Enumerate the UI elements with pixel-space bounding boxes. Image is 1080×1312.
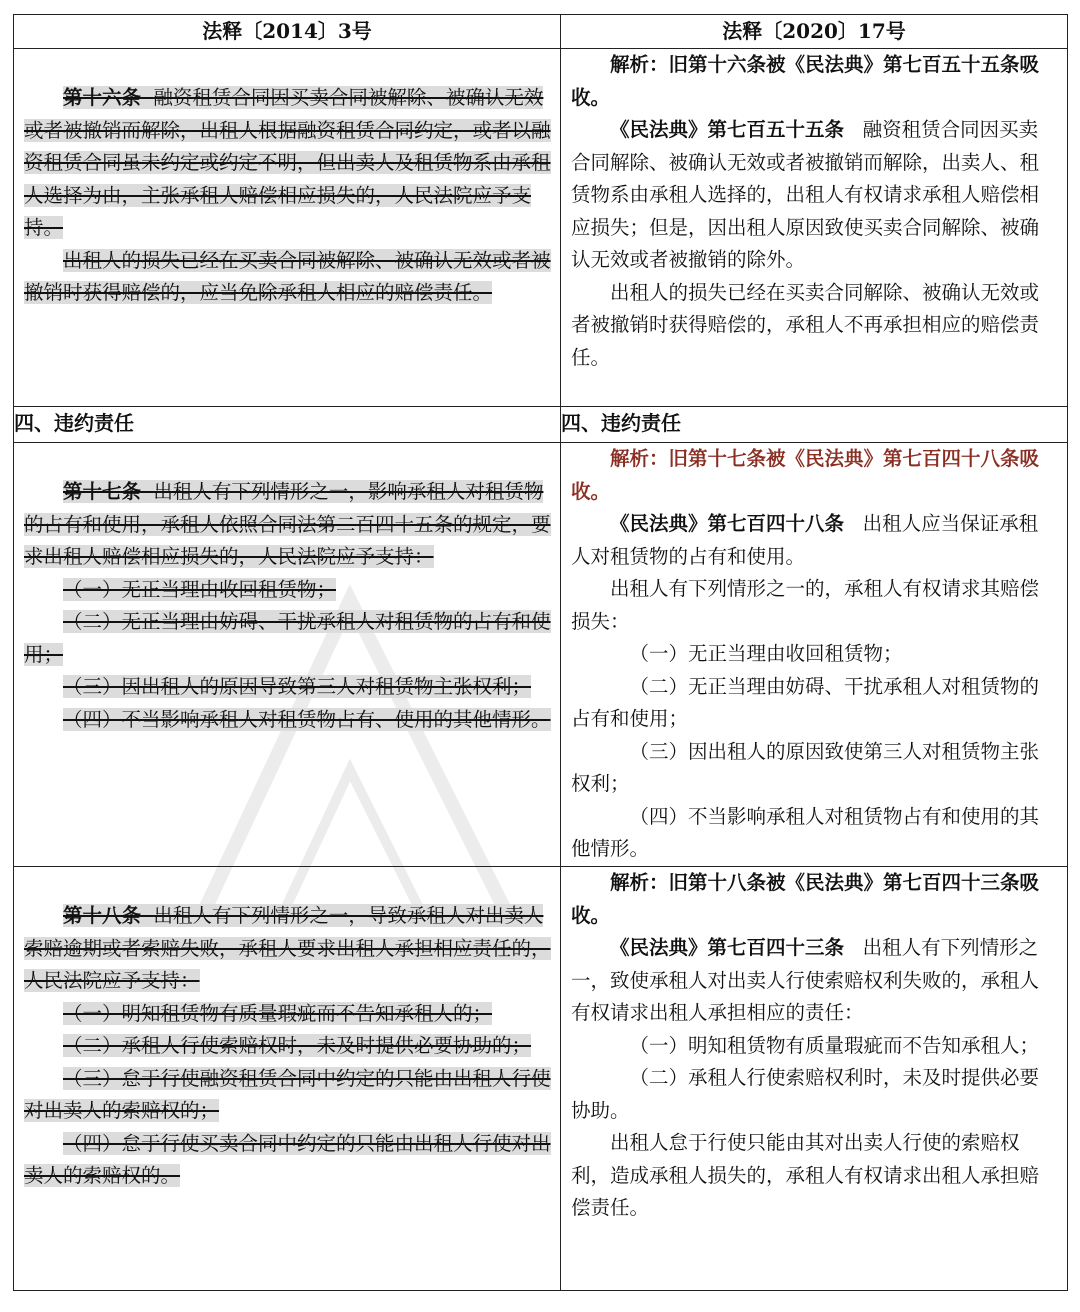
civil-code-748-item4: （四）不当影响承租人对租赁物占有和使用的其他情形。 [571,804,1040,860]
old-article-18-p1: 第十八条 出租人有下列情形之一，导致承租人对出卖人索赔逾期或者索赔失败，承租人要求出租人承担相应责任的，人民法院应予支持： [24,904,551,992]
civil-code-743-p2: 出租人怠于行使只能由其对出卖人行使的索赔权利，造成承租人损失的，承租人有权请求出租人承担赔偿责任。 [571,1131,1040,1219]
analysis-17: 解析：旧第十七条被《民法典》第七百四十八条吸收。 [571,447,1040,503]
new-article-18-cell [561,867,1068,1291]
row-article-17 [14,443,1068,867]
new-article-16-cell [561,49,1068,407]
analysis-16: 解析：旧第十六条被《民法典》第七百五十五条吸收。 [571,53,1040,109]
civil-code-748-item2: （二）无正当理由妨碍、干扰承租人对租赁物的占有和使用； [571,674,1040,730]
section-left: 四、违约责任 [14,407,561,443]
old-article-17-item2: （二）无正当理由妨碍、干扰承租人对租赁物的占有和使用； [24,610,551,666]
civil-code-743-item1: （一）明知租赁物有质量瑕疵而不告知承租人； [629,1033,1040,1057]
row-article-16 [14,49,1068,407]
header-right: 法释〔2020〕17号 [561,15,1068,49]
old-article-17-cell [14,443,561,867]
old-article-18-item4: （四）怠于行使买卖合同中约定的只能由出租人行使对出卖人的索赔权的。 [24,1131,551,1187]
old-article-17-p1: 第十七条 出租人有下列情形之一，影响承租人对租赁物的占有和使用，承租人依照合同法第二百四十五条的规定，要求出租人赔偿相应损失的，人民法院应予支持： [24,480,551,568]
old-article-17-item3: （三）因出租人的原因导致第三人对租赁物主张权利； [63,675,532,698]
old-article-16-p2: 出租人的损失已经在买卖合同被解除、被确认无效或者被撤销时获得赔偿的，应当免除承租人相应的赔偿责任。 [24,248,551,304]
row-article-18 [14,867,1068,1291]
civil-code-743-item2: （二）承租人行使索赔权利时，未及时提供必要协助。 [571,1066,1040,1122]
header-row [14,15,1068,49]
civil-code-755-p2: 出租人的损失已经在买卖合同解除、被确认无效或者被撤销时获得赔偿的，承租人不再承担相应的赔偿责任。 [571,280,1040,369]
civil-code-748-p2: 出租人有下列情形之一的，承租人有权请求其赔偿损失： [571,577,1040,633]
analysis-18: 解析：旧第十八条被《民法典》第七百四十三条吸收。 [571,871,1040,927]
new-article-17-cell [561,443,1068,867]
old-article-16-p1: 第十六条 融资租赁合同因买卖合同被解除、被确认无效或者被撤销而解除，出租人根据融资租赁合同约定，或者以融资租赁合同虽未约定或约定不明，但出卖人及租赁物系由承租人选择为由，主张承租人赔偿相应损失的，人民法院应予支持。 [24,86,551,239]
civil-code-748-item1: （一）无正当理由收回租赁物； [629,642,903,665]
civil-code-755-p1: 《民法典》第七百五十五条 融资租赁合同因买卖合同解除、被确认无效或者被撤销而解除，出卖人、租赁物系由承租人选择的，出租人有权请求承租人赔偿相应损失；但是，因出租人原因致使买卖合同解除、被确认无效或者被撤销的除外。 [571,118,1040,271]
header-left: 法释〔2014〕3号 [14,15,561,49]
section-row [14,407,1068,443]
section-right: 四、违约责任 [561,407,1068,443]
old-article-16-cell [14,49,561,407]
civil-code-748-item3: （三）因出租人的原因致使第三人对租赁物主张权利； [571,739,1040,795]
civil-code-748-p1: 《民法典》第七百四十八条 出租人应当保证承租人对租赁物的占有和使用。 [571,512,1039,568]
old-article-18-cell [14,867,561,1291]
old-article-18-item3: （三）怠于行使融资租赁合同中约定的只能由出租人行使对出卖人的索赔权的； [24,1066,551,1122]
civil-code-743-p1: 《民法典》第七百四十三条 出租人有下列情形之一，致使承租人对出卖人行使索赔权利失败的，承租人有权请求出租人承担相应的责任： [571,936,1040,1024]
old-article-17-item4: （四）不当影响承租人对租赁物占有、使用的其他情形。 [63,707,551,731]
old-article-18-item1: （一）明知租赁物有质量瑕疵而不告知承租人的； [63,1001,493,1025]
old-article-18-item2: （二）承租人行使索赔权时，未及时提供必要协助的； [63,1034,532,1057]
comparison-table [13,14,1068,1291]
old-article-17-item1: （一）无正当理由收回租赁物； [63,577,337,601]
